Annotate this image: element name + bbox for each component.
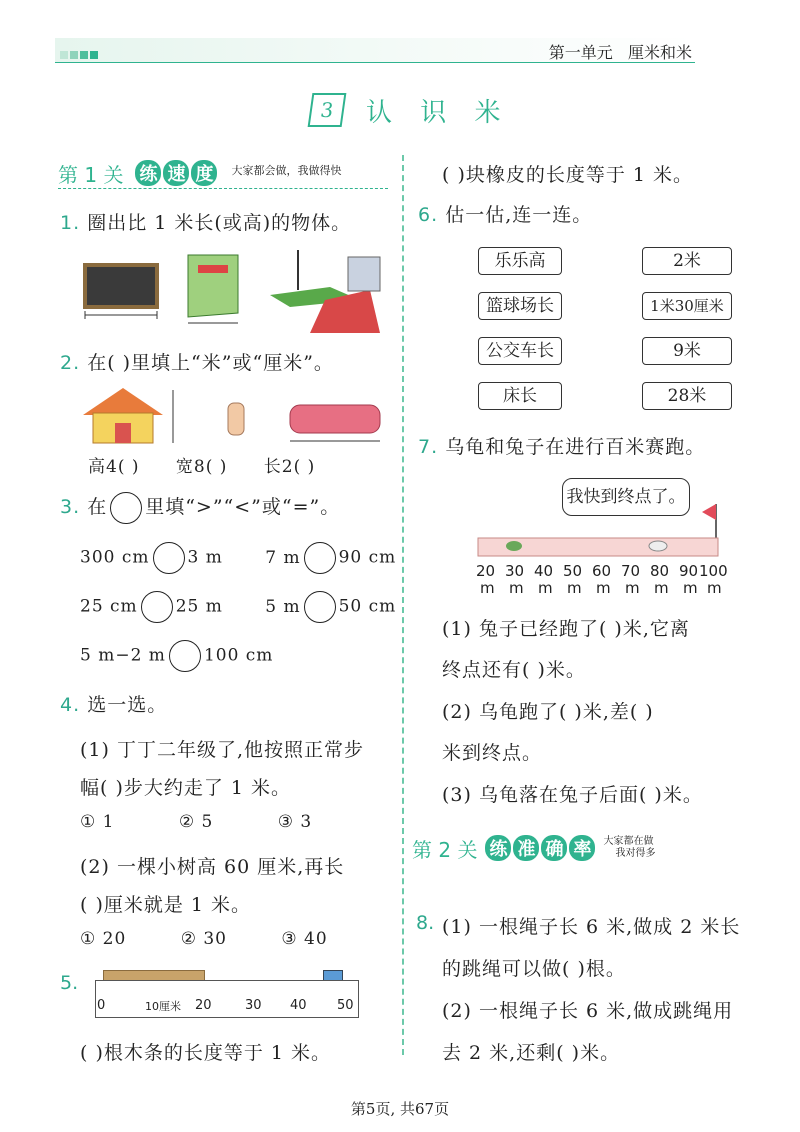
tick: 100 [699,562,728,580]
page-footer: 第5页, 共67页 [350,1100,450,1118]
left-item[interactable]: 床长 [478,382,562,410]
q4-p2-line2: ( )厘米就是 1 米。 [80,894,252,916]
compare-circle[interactable] [153,542,185,574]
level2-heading [412,834,655,862]
tick: 70 [621,562,641,580]
q6 [418,200,592,227]
q-text: 估一估,连一连。 [445,204,593,226]
unit: m [596,579,611,597]
blackboard-picture [85,265,157,319]
tick-label: 20 [195,998,212,1013]
option[interactable]: ① 1 [80,812,115,832]
option[interactable]: ① 20 [80,929,127,949]
q-number: 3. [60,496,81,518]
q3-row2 [80,591,396,623]
flagpole-picture [270,250,380,333]
tick: 20 [476,562,496,580]
q7 [418,432,705,459]
right-item[interactable]: 2米 [642,247,732,275]
sofa-picture [290,405,380,441]
unit: m [480,579,495,597]
unit: m [625,579,640,597]
level1-slogan: 大家都会做，我做得快 [231,164,342,177]
q8-p1-line2: 的跳绳可以做( )根。 [442,958,626,980]
q2-labels [88,452,315,477]
q-text: 圈出比 1 米长(或高)的物体。 [87,212,352,234]
badge-char: 率 [569,835,595,861]
height-label: 高4( ) [88,457,140,477]
badge-char: 练 [485,835,511,861]
length-label: 长2( ) [263,457,316,477]
q-number: 7. [418,436,439,458]
q1-pictures [80,245,390,335]
tick-label: 40 [290,998,307,1013]
q4-p1-line2: 幅( )步大约走了 1 米。 [80,777,292,799]
option[interactable]: ③ 3 [277,812,313,832]
tick: 90 [679,562,699,580]
header-title [549,40,692,63]
option[interactable]: ③ 40 [281,929,328,949]
q4-p2-line1: (2) 一棵小树高 60 厘米,再长 [80,856,345,878]
badge-char: 准 [513,835,539,861]
left-item[interactable]: 乐乐高 [478,247,562,275]
tick: 40 [534,562,554,580]
lesson-name: 认 识 米 [366,97,511,128]
q-text: 乌龟和兔子在进行百米赛跑。 [445,436,706,458]
q7-s3: (3) 乌龟落在兔子后面( )米。 [442,784,703,806]
right-item[interactable]: 1米30厘米 [642,292,732,320]
right-item[interactable]: 9米 [642,337,732,365]
left-item[interactable]: 公交车长 [478,337,562,365]
level2-slogan [603,836,655,860]
tortoise [506,541,522,551]
book-picture [188,255,238,323]
slogan-line: 大家都在做 [603,836,654,847]
q3-row3 [80,640,273,672]
unit: m [509,579,524,597]
unit: m [683,579,698,597]
option[interactable]: ② 30 [180,929,227,949]
tick: 30 [505,562,525,580]
left-item[interactable]: 篮球场长 [478,292,562,320]
house-picture [83,388,173,443]
finish-flag [702,504,716,520]
q-text-a: 在 [87,496,108,518]
q8-p1-line1: (1) 一根绳子长 6 米,做成 2 米长 [442,916,741,938]
ruler-body [95,980,359,1018]
tick: 60 [592,562,612,580]
expr: 90 cm [338,547,397,568]
expr: 7 m [265,547,301,568]
expr: 5 m [265,596,301,617]
tick-label: 10厘米 [145,1000,181,1013]
level1-underline [58,188,388,189]
compare-circle[interactable] [304,591,336,623]
q-text-b: 里填“>”“<”或“=”。 [145,496,341,518]
hand-picture [228,403,244,435]
column-divider [402,155,404,1055]
q-text: 选一选。 [87,694,168,716]
q8-p2-line2: 去 2 米,还剩( )米。 [442,1042,621,1064]
q5b-text: ( )块橡皮的长度等于 1 米。 [442,164,694,186]
q4-p1-line1: (1) 丁丁二年级了,他按照正常步 [80,739,364,761]
width-label: 宽8( ) [175,457,228,477]
q7-s2-line1: (2) 乌龟跑了( )米,差( ) [442,701,654,723]
unit-label: 第一单元 [548,43,613,62]
q8-number: 8. [416,912,435,934]
q-number: 2. [60,352,81,374]
expr: 25 cm [80,596,138,617]
badge-char: 度 [191,160,217,186]
expr: 3 m [187,547,223,568]
bubble-text: 我快到终点了。 [566,487,686,507]
right-item[interactable]: 28米 [642,382,732,410]
unit: m [707,579,722,597]
rabbit [649,541,667,551]
option[interactable]: ② 5 [178,812,214,832]
lesson-number: 3 [308,93,347,127]
compare-circle[interactable] [141,591,173,623]
unit: m [567,579,582,597]
q8-p2-line1: (2) 一根绳子长 6 米,做成跳绳用 [442,1000,734,1022]
compare-circle[interactable] [304,542,336,574]
lesson-title [310,92,511,128]
expr: 100 cm [203,645,274,666]
q1 [60,208,351,235]
badge-char: 练 [135,160,161,186]
q2-pictures [78,385,388,447]
expr: 50 cm [338,596,397,617]
q7-s1-line1: (1) 兔子已经跑了( )米,它离 [442,618,690,640]
q-number: 1. [60,212,81,234]
q-number: 6. [418,204,439,226]
q7-s1-line2: 终点还有( )米。 [442,659,586,681]
compare-circle[interactable] [169,640,201,672]
tick: 80 [650,562,670,580]
header-rule [55,62,695,63]
q-text: 在( )里填上“米”或“厘米”。 [87,352,334,374]
level1-name: 第 1 关 [58,162,124,187]
level2-badge [485,835,597,861]
q5-number: 5. [60,972,79,994]
expr: 300 cm [80,547,150,568]
unit: m [654,579,669,597]
tick: 50 [563,562,583,580]
header-squares [60,44,98,63]
tick-label: 0 [97,998,106,1013]
track-ticks [470,562,730,602]
badge-char: 速 [163,160,189,186]
q2 [60,348,334,375]
level1-heading [58,160,341,186]
race-track [470,500,730,562]
q5-text: ( )根木条的长度等于 1 米。 [80,1042,332,1064]
q7-s2-line2: 米到终点。 [442,742,543,764]
level2-name: 第 2 关 [412,837,478,862]
badge-char: 确 [541,835,567,861]
unit: m [538,579,553,597]
slogan-line: 我对得多 [615,848,656,859]
q3 [60,492,340,524]
q4 [60,690,167,717]
tick-label: 30 [245,998,262,1013]
expr: 25 m [175,596,223,617]
tick-label: 50 [337,998,354,1013]
unit-title: 厘米和米 [627,43,692,62]
q4-p1-options [80,812,312,832]
q3-row1 [80,542,396,574]
ruler [95,970,357,1018]
level1-badge [135,160,219,186]
q-number: 4. [60,694,81,716]
expr: 5 m−2 m [80,645,166,666]
compare-circle[interactable] [110,492,142,524]
q4-p2-options [80,929,328,949]
